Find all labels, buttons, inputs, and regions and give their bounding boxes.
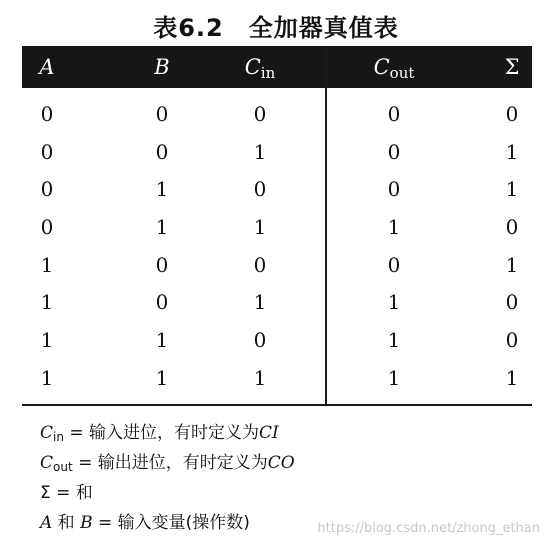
cell-cout: 0 <box>387 139 401 164</box>
cell-cout: 1 <box>387 328 401 353</box>
cell-sum: 0 <box>505 290 519 315</box>
cell-cout: 1 <box>387 215 401 240</box>
cell-b: 1 <box>155 328 169 353</box>
cell-cout: 0 <box>387 102 401 126</box>
cell-b: 0 <box>155 139 169 164</box>
cell-a: 0 <box>40 177 54 202</box>
cell-a: 0 <box>40 139 54 164</box>
cell-cin: 1 <box>253 365 267 390</box>
cell-cout: 1 <box>387 290 401 315</box>
cell-cin: 0 <box>253 328 267 353</box>
cell-cout: 0 <box>387 177 401 202</box>
table-title: 表6.2 全加器真值表 <box>153 14 399 42</box>
table-body <box>22 96 532 398</box>
cell-cin: 0 <box>253 102 267 126</box>
header-cin <box>220 46 300 88</box>
cell-a: 1 <box>40 252 54 277</box>
note-cin-text: = 输入进位，有时定义为 <box>63 423 260 443</box>
header-b <box>122 46 202 88</box>
table-row <box>22 171 532 209</box>
cell-a: 0 <box>40 102 54 126</box>
note-sigma-text: = 和 <box>50 483 93 503</box>
cell-cout: 1 <box>387 365 401 390</box>
watermark: https://blog.csdn.net/zhong_ethan <box>317 521 540 536</box>
header-cin-subscript: in <box>260 64 276 82</box>
cell-sum: 0 <box>505 102 519 126</box>
note-ab-text: = 输入变量(操作数) <box>92 513 250 533</box>
note-sigma-symbol: Σ <box>40 483 51 503</box>
cell-sum: 1 <box>505 139 519 164</box>
cell-a: 1 <box>40 290 54 315</box>
cell-b: 1 <box>155 215 169 240</box>
note-cin-abbr: CI <box>259 423 279 443</box>
header-sum-label: Σ <box>504 55 520 79</box>
header-b-label: B <box>154 55 170 79</box>
note-b-symbol: B <box>80 513 93 533</box>
header-sum <box>472 46 552 88</box>
note-a-symbol: A <box>40 513 53 533</box>
table-row <box>22 209 532 247</box>
header-cout <box>354 46 434 88</box>
header-a-label: A <box>39 55 55 79</box>
note-cout-subscript: out <box>53 460 73 474</box>
cell-b: 0 <box>155 252 169 277</box>
header-cout-subscript: out <box>389 64 415 82</box>
table-row <box>22 284 532 322</box>
cell-cout: 0 <box>387 252 401 277</box>
header-cin-label: C <box>244 55 261 79</box>
table-row <box>22 134 532 172</box>
cell-b: 1 <box>155 177 169 202</box>
table-notes <box>40 418 295 538</box>
note-cout <box>40 448 295 478</box>
note-ab <box>40 508 295 538</box>
cell-a: 1 <box>40 365 54 390</box>
note-cin-subscript: in <box>53 430 64 444</box>
cell-cin: 1 <box>253 215 267 240</box>
cell-sum: 1 <box>505 252 519 277</box>
note-cout-abbr: CO <box>267 453 295 473</box>
cell-a: 1 <box>40 328 54 353</box>
table-row <box>22 96 532 134</box>
cell-b: 1 <box>155 365 169 390</box>
table-row <box>22 322 532 360</box>
cell-cin: 0 <box>253 177 267 202</box>
note-sigma <box>40 478 295 508</box>
note-ab-conjunction: 和 <box>52 513 81 533</box>
note-cin-symbol: C <box>40 423 54 443</box>
note-cin <box>40 418 295 448</box>
cell-sum: 1 <box>505 177 519 202</box>
cell-sum: 1 <box>505 365 519 390</box>
table-bottom-rule <box>22 404 532 406</box>
cell-sum: 0 <box>505 215 519 240</box>
note-cout-symbol: C <box>40 453 54 473</box>
table-header <box>22 46 532 88</box>
table-row <box>22 247 532 285</box>
cell-b: 0 <box>155 102 169 126</box>
cell-cin: 1 <box>253 290 267 315</box>
table-row <box>22 360 532 398</box>
cell-cin: 1 <box>253 139 267 164</box>
cell-b: 0 <box>155 290 169 315</box>
cell-a: 0 <box>40 215 54 240</box>
note-cout-text: = 输出进位，有时定义为 <box>72 453 268 473</box>
header-a <box>7 46 87 88</box>
cell-sum: 0 <box>505 328 519 353</box>
header-cout-label: C <box>373 55 390 79</box>
cell-cin: 0 <box>253 252 267 277</box>
